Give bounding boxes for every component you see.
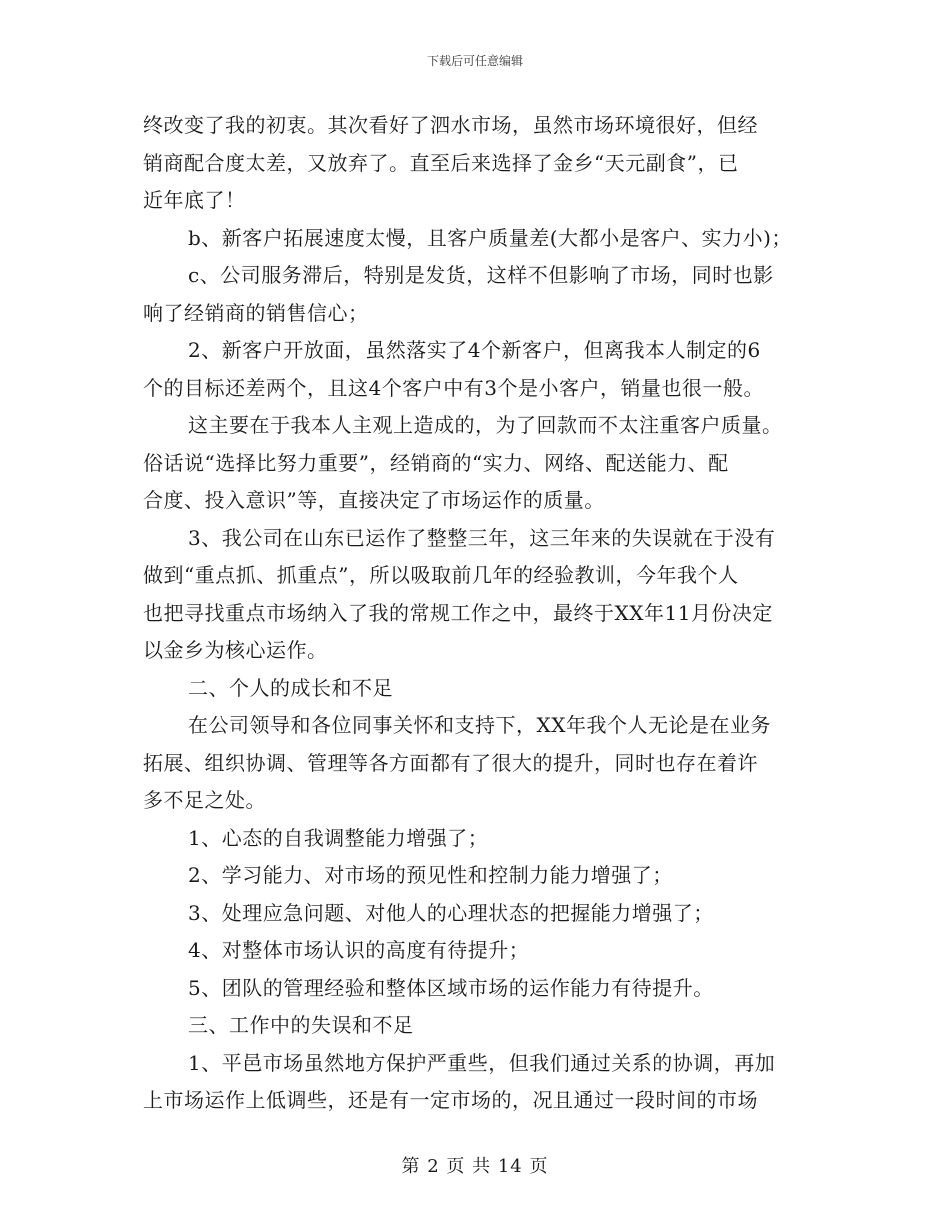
page-footer: 第 2 页 共 14 页 — [401, 1156, 549, 1177]
text-line: 4、对整体市场认识的高度有待提升； — [188, 938, 530, 962]
text-line: 近年底了！ — [143, 188, 246, 212]
text-line: 2、学习能力、对市场的预见性和控制力能力增强了； — [188, 863, 673, 887]
text-line: 以金乡为核心运作。 — [143, 638, 328, 662]
text-line: 在公司领导和各位同事关怀和支持下，XX年我个人无论是在业务 — [188, 713, 771, 737]
text-line: 多不足之处。 — [143, 788, 266, 812]
text-line: 响了经销商的销售信心； — [143, 300, 369, 325]
text-line: 终改变了我的初衷。其次看好了泗水市场，虽然市场环境很好，但经 — [143, 113, 758, 137]
text-line: 5、团队的管理经验和整体区域市场的运作能力有待提升。 — [188, 975, 714, 1000]
text-line: 三、工作中的失误和不足 — [188, 1013, 414, 1037]
document-body — [143, 107, 823, 1120]
text-line: 1、心态的自我调整能力增强了； — [188, 825, 489, 850]
text-line: 这主要在于我本人主观上造成的，为了回款而不太注重客户质量。 — [188, 413, 783, 437]
text-line: 销商配合度太差，又放弃了。直至后来选择了金乡“天元副食”，已 — [143, 150, 739, 175]
text-line: c、公司服务滞后，特别是发货，这样不但影响了市场，同时也影 — [188, 263, 774, 287]
text-line: 合度、投入意识”等，直接决定了市场运作的质量。 — [143, 488, 605, 512]
text-line: b、新客户拓展速度太慢，且客户质量差(大都小是客户、实力小)； — [188, 225, 792, 250]
text-line: 3、处理应急问题、对他人的心理状态的把握能力增强了； — [188, 900, 714, 925]
text-line: 俗话说“选择比努力重要”，经销商的“实力、网络、配送能力、配 — [143, 450, 729, 475]
text-line: 上市场运作上低调些，还是有一定市场的，况且通过一段时间的市场 — [143, 1088, 758, 1112]
text-line: 拓展、组织协调、管理等各方面都有了很大的提升，同时也存在着许 — [143, 750, 758, 775]
text-line: 2、新客户开放面，虽然落实了4个新客户，但离我本人制定的6 — [188, 338, 761, 362]
page-header: 下载后可任意编辑 — [426, 54, 523, 68]
text-line: 3、我公司在山东已运作了整整三年，这三年来的失误就在于没有 — [188, 525, 776, 550]
text-line: 也把寻找重点市场纳入了我的常规工作之中，最终于XX年11月份决定 — [143, 600, 773, 625]
text-line: 做到“重点抓、抓重点”，所以吸取前几年的经验教训，今年我个人 — [143, 563, 739, 587]
text-line: 二、个人的成长和不足 — [188, 675, 393, 700]
text-line: 个的目标还差两个，且这4个客户中有3个是小客户，销量也很一般。 — [143, 375, 764, 400]
text-line: 1、平邑市场虽然地方保护严重些，但我们通过关系的协调，再加 — [188, 1050, 776, 1075]
